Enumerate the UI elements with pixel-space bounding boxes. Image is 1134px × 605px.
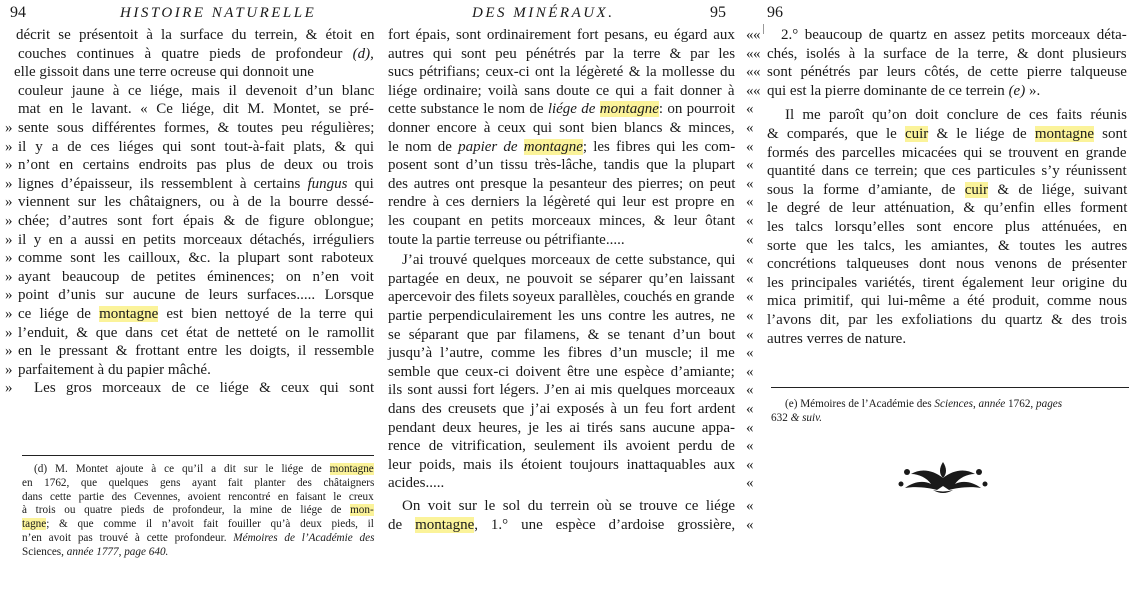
text-line-95: On voit sur le sol du terrein où se trouve ce liége — [402, 498, 736, 514]
page-95 — [380, 0, 763, 605]
text-line-96: sorte que les talcs, les amiantes, & toutes les autres — [767, 237, 1128, 254]
highlight-montagne: tagne — [22, 518, 47, 531]
text-line-96: qui est la pierre dominante de ce terrein (e) ». — [767, 82, 1041, 99]
quote-mark-94: » — [5, 306, 13, 322]
quote-mark-94: » — [5, 287, 13, 304]
italic-term: liége de montagne — [547, 101, 659, 118]
text-line-95: posent sont d’un tissu très-lâche, tandis que la plupart — [388, 157, 736, 174]
italic-term: papier de montagne — [458, 138, 583, 155]
footnote-line-96: (e) Mémoires de l’Académie des Sciences, année 1762, pages — [785, 398, 1063, 410]
text-line-94: en le pressant & frottant entre les doigts, il ressemble — [18, 343, 375, 360]
highlight-cuir: cuir — [904, 126, 929, 142]
footnote-line-96: 632 & suiv. — [771, 412, 823, 424]
text-line-96: mica primitif, qui lui-même a été produit, comme nous — [767, 293, 1128, 310]
text-line-95: cette substance le nom de liége de montagne: on pourroit — [388, 101, 736, 118]
text-line-96: les principales variétés, tirent également leur origine du — [767, 274, 1128, 291]
quote-mark-95: « — [746, 120, 754, 136]
text-line-95: de montagne, 1.° une espèce d’ardoise grossière, — [388, 516, 736, 533]
quote-mark-95: « — [746, 289, 754, 306]
text-line-94: mat en le lavant. « Ce liége, dit M. Montet, se pré- — [18, 101, 374, 118]
text-line-94: n’ont en certains endroits pas plus de deux ou trois — [18, 157, 374, 174]
highlight-montagne: montagne — [329, 463, 374, 475]
text-line-94: elle gissoit dans une terre ocreuse qui donnoit une — [14, 64, 314, 81]
highlight-montagne: montagne — [99, 306, 159, 322]
quote-mark-95: « — [746, 138, 754, 155]
quote-mark-94: » — [5, 231, 13, 248]
italic-term: fungus — [307, 175, 348, 192]
footnote-line-94: Sciences, année 1777, page 640. — [22, 545, 169, 558]
text-line-96: formés des parcelles micacées qui se trouvent en grande — [767, 144, 1127, 161]
footnote-ref-d: (d) — [352, 45, 371, 62]
page-96 — [753, 0, 1134, 605]
text-line-96: 2.° beaucoup de quartz en assez petits morceaux déta- — [781, 27, 1127, 43]
text-line-96: & comparés, que le cuir & le liége de montagne sont — [767, 126, 1128, 142]
text-line-95: pendant deux heures, je les ai tirés sans aucune appa- — [388, 419, 736, 436]
text-line-96: sont pénétrés par leurs côtés, de cette pierre talqueuse — [767, 64, 1127, 81]
citation: pages — [1036, 398, 1063, 410]
text-line-95: toute la partie terreuse ou pétrifiante..... — [388, 231, 625, 248]
citation: année — [978, 398, 1006, 410]
quote-mark-94: » — [5, 361, 13, 378]
quote-mark-94: » — [5, 380, 13, 397]
text-line-95: ils sont aussi fort légers. J’en ai mis quelques morceaux — [388, 382, 736, 399]
fleuron-ornament-icon — [893, 456, 993, 496]
quote-mark-95: « — [746, 401, 754, 417]
footnote-ref-e: (e) — [1008, 82, 1026, 99]
running-head-95: DES MINÉRAUX. — [472, 5, 615, 21]
running-header-95 — [380, 4, 763, 22]
quote-mark-95: « — [746, 456, 754, 473]
text-line-94: l’enduit, & que dans cet état de netteté on le ramollit — [18, 324, 375, 341]
text-line-94: ayant beaucoup de petites éminences; on n’en voit — [18, 268, 374, 285]
highlight-montagne: montagne — [599, 101, 659, 118]
highlight-cuir: cuir — [964, 181, 989, 198]
quote-mark-95: « — [746, 45, 754, 62]
text-line-96: les talcs lorsqu’elles sont encore plus atténuées, en — [767, 219, 1128, 235]
text-line-95: apercevoir des filets soyeux parallèles, couchés en grande — [388, 289, 735, 306]
quote-mark-95: « — [746, 308, 754, 324]
quote-mark-96: « — [753, 27, 761, 43]
quote-mark-95: « — [746, 363, 754, 380]
quote-mark-95: « — [746, 516, 754, 533]
highlight-montagne: montagne — [1034, 126, 1095, 142]
quote-mark-95: « — [746, 498, 754, 514]
text-line-95: acides..... — [388, 475, 445, 492]
footnote-rule-96 — [771, 387, 1129, 388]
quote-mark-95: « — [746, 82, 754, 99]
page-number-94: 94 — [10, 4, 26, 21]
text-line-94: parfaitement à du papier mâché. — [18, 361, 211, 378]
quote-mark-96: « — [753, 64, 761, 81]
text-line-94: viennent sur les châtaigners, ou à de la bourre dessé- — [18, 194, 374, 211]
quote-mark-94: » — [5, 324, 13, 341]
quote-mark-96: « — [753, 45, 761, 62]
footnote-line-94: tagne; & que comme il n’avoit fait fouiller qu’à deux pieds, il — [22, 518, 374, 531]
quote-mark-95: « — [746, 270, 754, 287]
text-line-95: fort épais, sont ordinairement fort pesans, eu égard aux — [388, 27, 735, 43]
text-line-95: partagée en deux, ne pouvoit se séparer qu’en laissant — [388, 270, 735, 287]
quote-mark-95: « — [746, 213, 754, 229]
text-line-96: quantité dans ce terrein; que ces particules s’y réunissent — [767, 163, 1127, 180]
citation: & suiv. — [790, 412, 823, 424]
text-line-94: il y a de ces liéges qui sont tout-à-fait plats, & qui — [18, 138, 375, 155]
quote-mark-95: « — [746, 419, 754, 436]
highlight-montagne: mon- — [350, 504, 374, 517]
citation: Sciences — [934, 398, 973, 410]
quote-mark-95: « — [746, 175, 754, 192]
text-line-95: J’ai trouvé quelques morceaux de cette substance, qui — [402, 252, 736, 269]
running-header-96 — [763, 4, 1134, 22]
text-line-96: chés, isolés à la surface de la terre, & dont plusieurs — [767, 45, 1127, 62]
footnote-line-94: en 1762, que quelques gens ayant fait planter des châtaigners — [22, 476, 375, 489]
text-line-95: les coupant en petits morceaux minces, & leur ôtant — [388, 213, 736, 229]
quote-mark-96: « — [753, 82, 761, 99]
text-line-95: sucs pétrifians; ceux-ci ont la légèreté & la mollesse du — [388, 64, 735, 81]
quote-mark-95: « — [746, 194, 754, 211]
quote-mark-94: » — [5, 343, 13, 360]
quote-mark-95: « — [746, 101, 754, 118]
footnote-line-94: à trois ou quatre pieds de profondeur, la mine de liége de mon- — [22, 504, 374, 517]
footnote-rule-94 — [22, 455, 374, 456]
text-line-94: couleur jaune à ce liége, mais il devenoit d’un blanc — [18, 82, 375, 99]
quote-mark-94: » — [5, 157, 13, 174]
highlight-montagne: montagne — [523, 138, 583, 155]
text-line-95: leur poids, mais ils étoient toujours inattaquables aux — [388, 456, 736, 473]
text-line-95: autres qui sont peu pénétrés par la terre & par les — [388, 45, 736, 62]
text-line-94: ce liége de montagne est bien nettoyé de la terre qui — [18, 306, 374, 322]
footnote-line-94: n’en avoit pas trouvé à cette profondeur. Mémoires de l’Académie des — [22, 532, 375, 544]
text-line-95: donner encore à ceux qui sont bien blancs & minces, — [388, 120, 735, 136]
quote-mark-94: » — [5, 120, 13, 136]
quote-mark-94: » — [5, 175, 13, 192]
text-line-96: concrétions talqueuses dont nous venons de présenter — [767, 256, 1127, 273]
quote-mark-94: » — [5, 138, 13, 155]
text-line-96: le degré de leur atténuation, & qu’enfin elles forment — [767, 200, 1128, 217]
quote-mark-95: « — [746, 382, 754, 399]
text-line-94: couches continues à quatre pieds de profondeur (d), — [18, 45, 374, 62]
text-line-94: comme sont les cailloux, &c. la plupart sont raboteux — [18, 250, 374, 267]
text-line-96: l’avons dit, par les exfoliations du quartz & des trois — [767, 312, 1127, 328]
page-number-95: 95 — [710, 4, 726, 21]
text-line-95: jusqu’à l’autre, comme les fibres d’un muscle; il me — [388, 345, 735, 362]
highlight-montagne: montagne — [415, 516, 475, 533]
citation: Mémoires de l’Académie des — [233, 532, 375, 544]
text-line-94: décrit se présentoit à la surface du terrein, & étoit en — [16, 27, 375, 43]
quote-mark-95: « — [746, 157, 754, 174]
text-line-95: le nom de papier de montagne; les fibres qui les com- — [388, 138, 736, 155]
text-line-94: Les gros morceaux de ce liége & ceux qui sont — [34, 380, 375, 397]
text-line-94: sente sous différentes formes, & toutes peu régulières; — [18, 120, 375, 136]
text-line-95: rendre à ces derniers la légèreté qui leur est propre en — [388, 194, 735, 211]
citation: , année 1777, page 640. — [61, 545, 169, 558]
text-line-95: se séparant que par filamens, & se tenant d’un bout — [388, 326, 736, 343]
quote-mark-94: » — [5, 268, 13, 285]
text-line-96: sous la forme d’amiante, de cuir & de liége, suivant — [767, 181, 1128, 198]
text-line-94: il y en a aussi en petits morceaux détachés, irréguliers — [18, 231, 375, 248]
text-line-94: chée; d’autres sont fort épais & de figure oblongue; — [18, 213, 375, 229]
text-line-96: Il me paroît qu’on doit conclure de ces faits réunis — [785, 107, 1127, 124]
quote-mark-95: « — [746, 252, 754, 269]
text-line-95: semble que ceux-ci doivent être une espèce d’amiante; — [388, 363, 735, 380]
text-line-94: point d’unis sur aucune de leurs surfaces..... Lorsque — [18, 287, 374, 304]
text-line-95: liége ordinaire; voilà sans doute ce qui a fait donner à — [388, 82, 735, 99]
text-line-95: des autres ont presque la pesanteur des pierres; on peut — [388, 175, 736, 192]
quote-mark-95: « — [746, 231, 754, 248]
text-line-95: partie perpendiculairement les uns contre les autres, ne — [388, 308, 736, 324]
quote-mark-95: « — [746, 326, 754, 343]
footnote-line-94: (d) M. Montet ajoute à ce qu’il a dit sur le liége de montagne — [34, 463, 374, 475]
page-number-96: 96 — [767, 4, 783, 21]
page-94 — [0, 0, 380, 605]
quote-mark-94: » — [5, 250, 13, 267]
text-line-96: autres verres de nature. — [767, 330, 907, 347]
footnote-line-94: dans cette partie des Cevennes, avoient rencontré en faisant le creux — [22, 490, 374, 503]
quote-mark-95: « — [746, 345, 754, 362]
text-line-95: rence de vitrification, seulement ils avoient perdu de — [388, 438, 735, 455]
quote-mark-94: » — [5, 213, 13, 229]
running-header-94 — [0, 4, 380, 22]
quote-mark-94: » — [5, 194, 13, 211]
running-head-94: HISTOIRE NATURELLE — [120, 5, 317, 21]
quote-mark-95: « — [746, 64, 754, 81]
quote-mark-95: « — [746, 475, 754, 492]
quote-mark-95: « — [746, 438, 754, 455]
text-line-95: dans des creusets que j’ai exposés à un feu fort ardent — [388, 401, 736, 417]
quote-mark-95: « — [746, 27, 754, 43]
text-line-94: lignes d’épaisseur, ils ressemblent à certains fungus qui — [18, 175, 374, 192]
